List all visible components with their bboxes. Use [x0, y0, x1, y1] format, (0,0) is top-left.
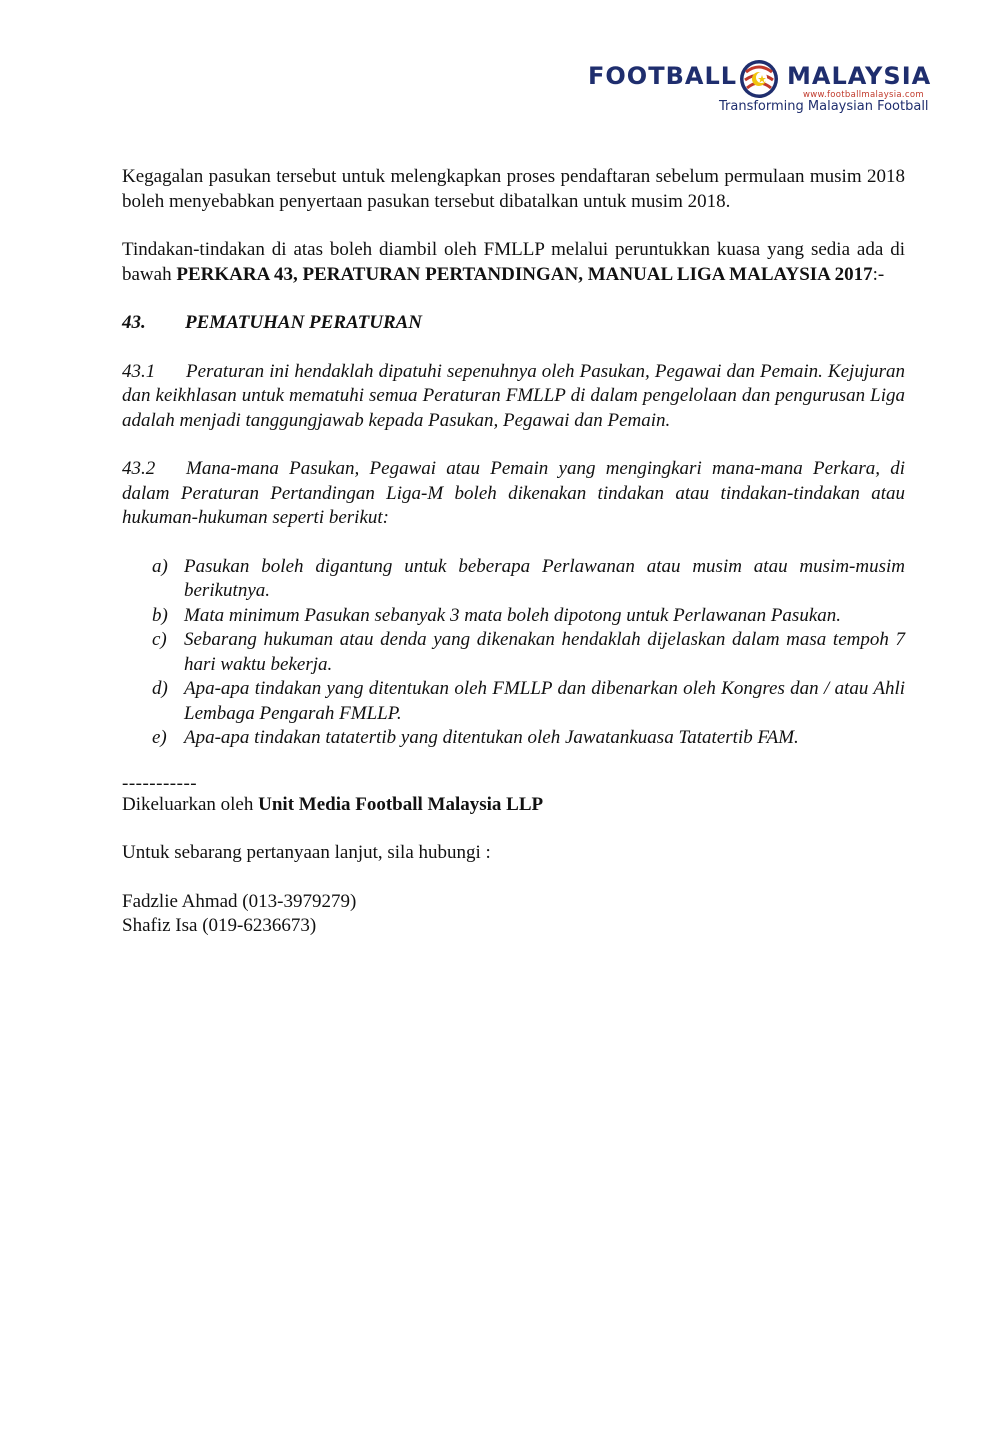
list-marker: d): [152, 678, 168, 699]
list-item: [152, 555, 905, 604]
list-marker: c): [152, 629, 167, 650]
paragraph-registration-failure: Kegagalan pasukan tersebut untuk melengkapkan proses pendaftaran sebelum permulaan musim 2018 boleh menyebabkan penyertaan pasukan tersebut dibatalkan untuk musim 2018.: [122, 166, 905, 212]
logo-word-football: FOOTBALL: [588, 62, 738, 90]
football-malaysia-crest-icon: [738, 58, 780, 100]
document-body: [122, 165, 905, 939]
list-item-text: Sebarang hukuman atau denda yang dikenakan hendaklah dijelaskan dalam masa tempoh 7 hari waktu bekerja.: [184, 629, 905, 675]
list-item-text: Mata minimum Pasukan sebanyak 3 mata boleh dipotong untuk Perlawanan Pasukan.: [184, 604, 842, 626]
logo-tagline: Transforming Malaysian Football: [719, 99, 929, 114]
list-marker: e): [152, 727, 167, 748]
section-number: 43.: [122, 312, 146, 333]
list-item-text: Pasukan boleh digantung untuk beberapa Perlawanan atau musim atau musim-musim berikutnya.: [184, 555, 905, 601]
clause-number: 43.2: [122, 458, 156, 479]
issued-by-org: Unit Media Football Malaysia LLP: [258, 793, 544, 815]
issued-by: [122, 793, 905, 818]
contact-shafiz: Shafiz Isa (019-6236673): [122, 915, 317, 936]
list-item: [152, 677, 905, 726]
contact-fadzlie: Fadzlie Ahmad (013-3979279): [122, 890, 357, 912]
clause-number: 43.1: [122, 360, 156, 382]
section-heading: [122, 311, 905, 336]
paragraph-authority: [122, 238, 905, 287]
section-title: PEMATUHAN PERATURAN: [185, 312, 423, 333]
paragraph-authority-tail: :-: [872, 263, 885, 285]
list-marker: b): [152, 604, 168, 626]
football-malaysia-logo: [588, 58, 938, 118]
list-item-text: Apa-apa tindakan yang ditentukan oleh FMLLP dan dibenarkan oleh Kongres dan / atau Ahli Lembaga Pengarah FMLLP.: [184, 678, 905, 724]
paragraph-authority-text: Tindakan-tindakan di atas boleh diambil oleh FMLLP melalui peruntukkan kuasa yang sedia ada di bawah: [122, 239, 905, 285]
clause-43-2: [122, 457, 905, 531]
clause-text: Mana-mana Pasukan, Pegawai atau Pemain yang mengingkari mana-mana Perkara, di dalam Peraturan Pertandingan Liga-M boleh dikenakan tindakan atau tindakan-tindakan atau hukuman-hukuman seperti berikut:: [122, 458, 905, 528]
list-item-text: Apa-apa tindakan tatatertib yang ditentukan oleh Jawatankuasa Tatatertib FAM.: [184, 727, 799, 748]
logo-word-malaysia: MALAYSIA: [787, 62, 932, 90]
list-item: [152, 604, 905, 629]
enquiry-text: Untuk sebarang pertanyaan lanjut, sila hubungi :: [122, 842, 491, 863]
penalty-list: [122, 555, 905, 751]
paragraph-authority-reference: PERKARA 43, PERATURAN PERTANDINGAN, MANUAL LIGA MALAYSIA 2017: [176, 263, 873, 285]
list-marker: a): [152, 555, 168, 577]
list-item: [152, 628, 905, 677]
logo-url: www.footballmalaysia.com: [803, 90, 924, 100]
issued-by-prefix: Dikeluarkan oleh: [122, 793, 259, 815]
list-item: [152, 726, 905, 751]
clause-text: Peraturan ini hendaklah dipatuhi sepenuhnya oleh Pasukan, Pegawai dan Pemain. Kejujuran dan keikhlasan untuk mematuhi semua Peraturan FMLLP di dalam pengelolaan dan pengurusan Liga adalah menjadi tanggungjawab kepada Pasukan, Pegawai dan Pemain.: [122, 360, 905, 431]
divider-line: -----------: [122, 772, 198, 794]
clause-43-1: [122, 360, 905, 434]
